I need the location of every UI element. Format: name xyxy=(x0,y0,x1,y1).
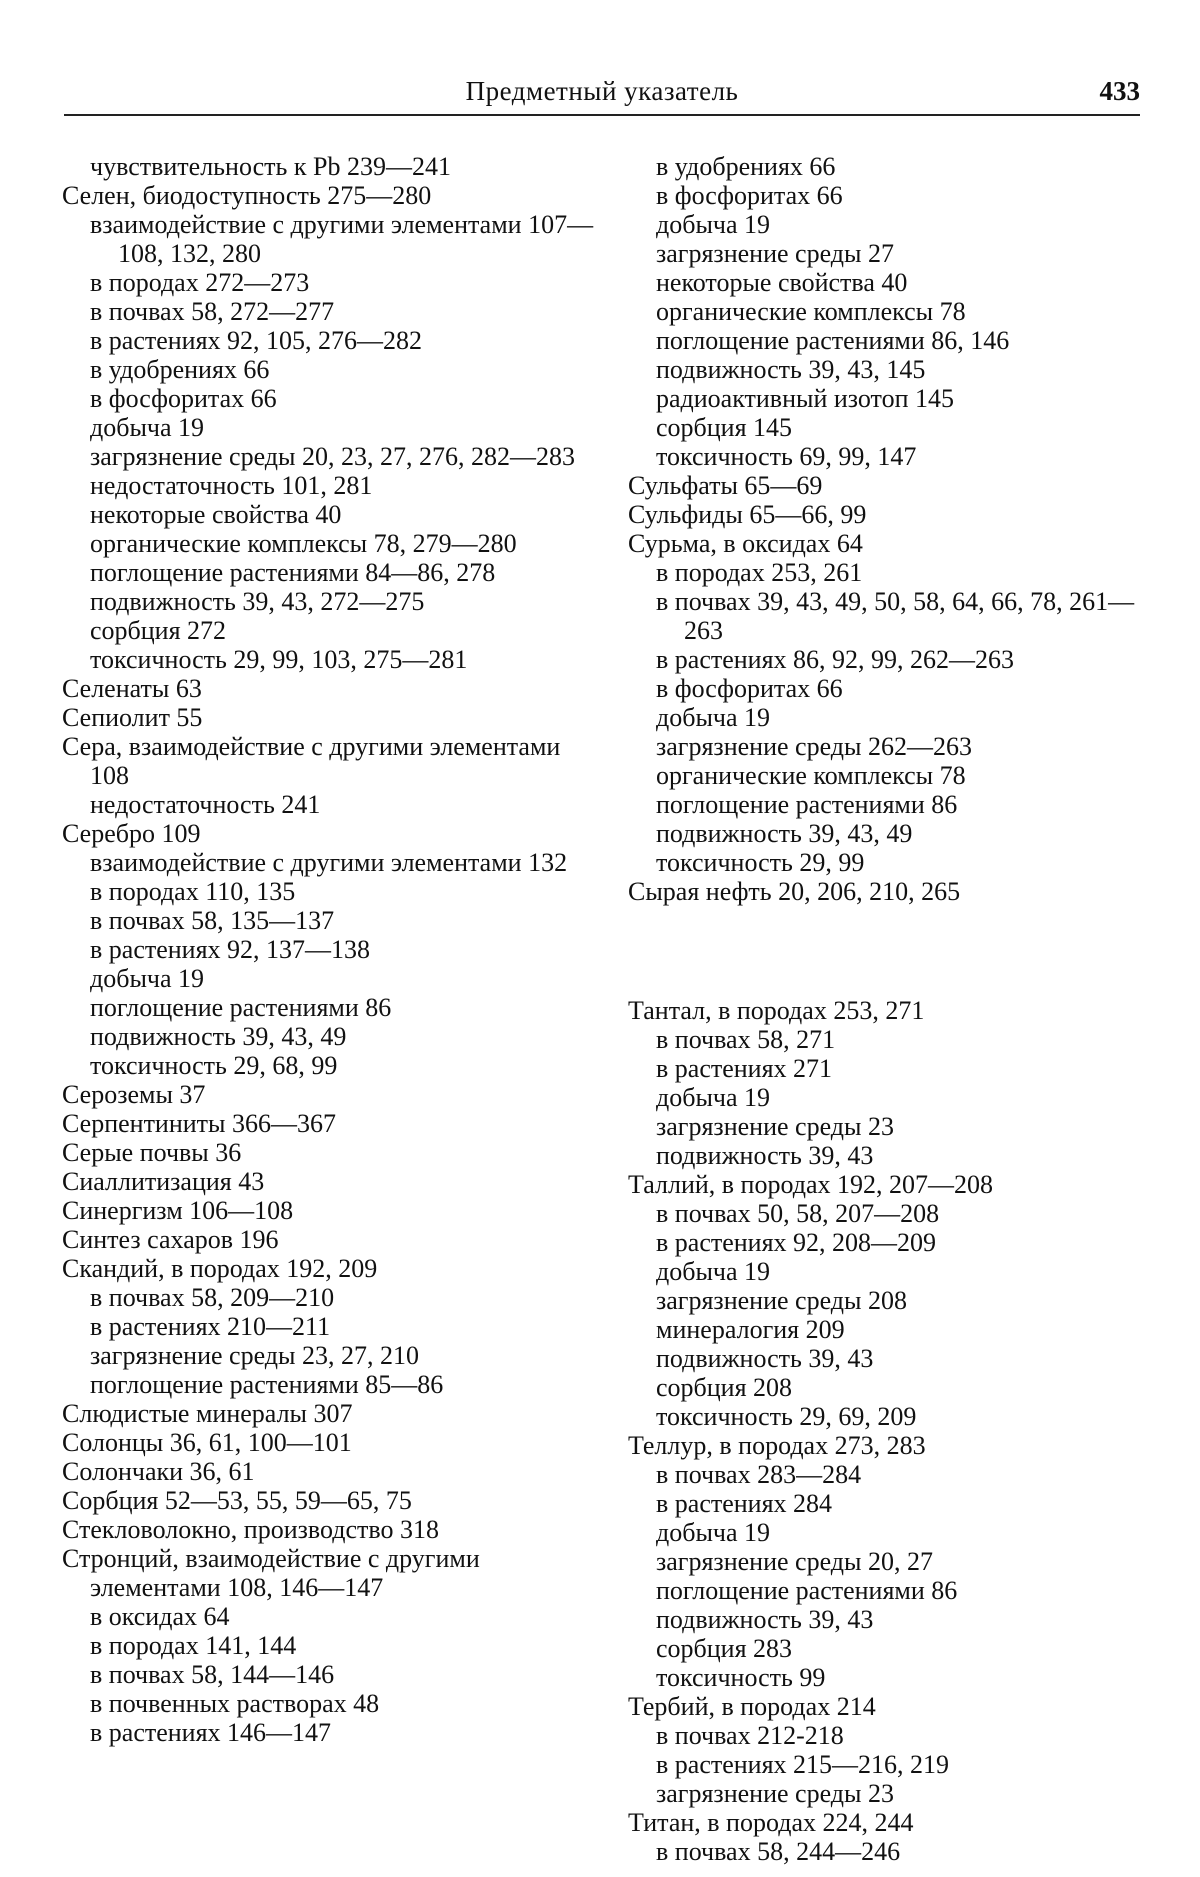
index-subentry: органические комплексы 78 xyxy=(656,761,966,790)
page-number: 433 xyxy=(1099,76,1140,106)
index-subentry: в растениях 284 xyxy=(656,1489,833,1518)
index-subentry: в растениях 146—147 xyxy=(90,1718,332,1747)
index-subentry: добыча 19 xyxy=(656,1257,771,1286)
index-subentry: в почвах 58, 271 xyxy=(656,1025,836,1054)
index-subentry: в фосфоритах 66 xyxy=(90,384,277,413)
index-subentry: добыча 19 xyxy=(90,413,205,442)
index-subentry: в фосфоритах 66 xyxy=(656,674,843,703)
index-entry: Тантал, в породах 253, 271 xyxy=(628,996,925,1025)
index-subentry: в породах 253, 261 xyxy=(656,558,863,587)
index-entry: Сырая нефть 20, 206, 210, 265 xyxy=(628,877,961,906)
index-entry: Сероземы 37 xyxy=(62,1080,206,1109)
index-subentry: добыча 19 xyxy=(656,1083,771,1112)
index-entry: Сурьма, в оксидах 64 xyxy=(628,529,863,558)
index-subentry: добыча 19 xyxy=(90,964,205,993)
index-entry: Сульфаты 65—69 xyxy=(628,471,823,500)
index-subentry: токсичность 29, 99 xyxy=(656,848,865,877)
index-subentry: минералогия 209 xyxy=(656,1315,845,1344)
index-subentry: в растениях 271 xyxy=(656,1054,833,1083)
index-subentry: загрязнение среды 20, 27 xyxy=(656,1547,933,1576)
index-subentry: чувствительность к Pb 239—241 xyxy=(90,152,451,181)
index-subentry: в почвах 50, 58, 207—208 xyxy=(656,1199,940,1228)
index-subentry: подвижность 39, 43, 49 xyxy=(656,819,913,848)
index-subentry: в растениях 86, 92, 99, 262—263 xyxy=(656,645,1015,674)
index-entry: Скандий, в породах 192, 209 xyxy=(62,1254,378,1283)
index-subentry: в почвах 58, 272—277 xyxy=(90,297,335,326)
index-subentry: добыча 19 xyxy=(656,703,771,732)
index-entry: Серые почвы 36 xyxy=(62,1138,242,1167)
index-entry: Сорбция 52—53, 55, 59—65, 75 xyxy=(62,1486,412,1515)
index-subentry: добыча 19 xyxy=(656,210,771,239)
index-subentry: сорбция 145 xyxy=(656,413,793,442)
index-entry: Стекловолокно, производство 318 xyxy=(62,1515,439,1544)
index-subentry: некоторые свойства 40 xyxy=(90,500,342,529)
index-subentry: в почвенных растворах 48 xyxy=(90,1689,380,1718)
index-subentry: поглощение растениями 86 xyxy=(656,1576,958,1605)
index-subentry: поглощение растениями 84—86, 278 xyxy=(90,558,496,587)
index-subentry: загрязнение среды 262—263 xyxy=(656,732,972,761)
index-entry: Солончаки 36, 61 xyxy=(62,1457,255,1486)
index-subentry: в почвах 212-218 xyxy=(656,1721,844,1750)
index-entry: Теллур, в породах 273, 283 xyxy=(628,1431,926,1460)
index-subentry: сорбция 272 xyxy=(90,616,227,645)
index-subentry: подвижность 39, 43 xyxy=(656,1344,874,1373)
index-entry: Сульфиды 65—66, 99 xyxy=(628,500,867,529)
index-entry: Синергизм 106—108 xyxy=(62,1196,294,1225)
page-header xyxy=(64,70,1140,116)
index-subentry: органические комплексы 78, 279—280 xyxy=(90,529,517,558)
index-subentry: токсичность 29, 99, 103, 275—281 xyxy=(90,645,468,674)
index-entry: Сиаллитизация 43 xyxy=(62,1167,265,1196)
index-entry: Селенаты 63 xyxy=(62,674,202,703)
index-subentry: в растениях 215—216, 219 xyxy=(656,1750,950,1779)
index-subentry: в растениях 92, 105, 276—282 xyxy=(90,326,423,355)
index-subentry: в фосфоритах 66 xyxy=(656,181,843,210)
index-subentry: в почвах 58, 144—146 xyxy=(90,1660,335,1689)
index-entry: Селен, биодоступность 275—280 xyxy=(62,181,432,210)
index-subentry: в удобрениях 66 xyxy=(656,152,836,181)
index-subentry: в породах 272—273 xyxy=(90,268,310,297)
index-subentry: подвижность 39, 43 xyxy=(656,1605,874,1634)
index-subentry: органические комплексы 78 xyxy=(656,297,966,326)
index-subentry: некоторые свойства 40 xyxy=(656,268,908,297)
index-column-right xyxy=(628,152,1168,1866)
index-subentry: поглощение растениями 85—86 xyxy=(90,1370,444,1399)
index-subentry: токсичность 29, 68, 99 xyxy=(90,1051,338,1080)
index-column-left xyxy=(62,152,602,1747)
index-subentry: подвижность 39, 43, 145 xyxy=(656,355,926,384)
index-entry: Слюдистые минералы 307 xyxy=(62,1399,353,1428)
index-subentry: загрязнение среды 23, 27, 210 xyxy=(90,1341,419,1370)
index-subentry: поглощение растениями 86 xyxy=(90,993,392,1022)
index-subentry: в растениях 92, 137—138 xyxy=(90,935,371,964)
index-subentry: взаимодействие с другими элементами 132 xyxy=(90,848,568,877)
index-subentry: подвижность 39, 43, 272—275 xyxy=(90,587,425,616)
index-subentry: поглощение растениями 86, 146 xyxy=(656,326,1010,355)
index-subentry: токсичность 29, 69, 209 xyxy=(656,1402,917,1431)
page-title: Предметный указатель xyxy=(465,76,739,106)
index-entry: Тербий, в породах 214 xyxy=(628,1692,876,1721)
index-entry: Серебро 109 xyxy=(62,819,201,848)
index-subentry: в оксидах 64 xyxy=(90,1602,230,1631)
index-subentry: в растениях 92, 208—209 xyxy=(656,1228,937,1257)
index-subentry: сорбция 208 xyxy=(656,1373,793,1402)
index-subentry: в породах 141, 144 xyxy=(90,1631,297,1660)
index-subentry: в удобрениях 66 xyxy=(90,355,270,384)
index-subentry: в почвах 39, 43, 49, 50, 58, 64, 66, 78, 261—263 xyxy=(656,587,1135,645)
header-rule xyxy=(64,114,1140,116)
index-subentry: добыча 19 xyxy=(656,1518,771,1547)
index-subentry: подвижность 39, 43, 49 xyxy=(90,1022,347,1051)
index-entry: Синтез сахаров 196 xyxy=(62,1225,279,1254)
index-subentry: в породах 110, 135 xyxy=(90,877,296,906)
index-subentry: в почвах 58, 135—137 xyxy=(90,906,335,935)
index-subentry: загрязнение среды 23 xyxy=(656,1112,894,1141)
index-subentry: подвижность 39, 43 xyxy=(656,1141,874,1170)
index-entry: Серпентиниты 366—367 xyxy=(62,1109,337,1138)
index-entry: Сера, взаимодействие с другими элементами 108 xyxy=(62,732,561,790)
index-subentry: радиоактивный изотоп 145 xyxy=(656,384,954,413)
index-subentry: в почвах 58, 209—210 xyxy=(90,1283,335,1312)
index-subentry: токсичность 99 xyxy=(656,1663,826,1692)
index-subentry: в почвах 58, 244—246 xyxy=(656,1837,901,1866)
index-subentry: недостаточность 241 xyxy=(90,790,321,819)
index-subentry: поглощение растениями 86 xyxy=(656,790,958,819)
index-subentry: взаимодействие с другими элементами 107—108, 132, 280 xyxy=(90,210,594,268)
index-entry: Титан, в породах 224, 244 xyxy=(628,1808,914,1837)
index-subentry: загрязнение среды 27 xyxy=(656,239,894,268)
index-subentry: в растениях 210—211 xyxy=(90,1312,331,1341)
index-entry: Солонцы 36, 61, 100—101 xyxy=(62,1428,352,1457)
index-subentry: загрязнение среды 23 xyxy=(656,1779,894,1808)
index-subentry: сорбция 283 xyxy=(656,1634,793,1663)
section-gap xyxy=(628,922,1168,980)
index-entry: Сепиолит 55 xyxy=(62,703,203,732)
index-subentry: недостаточность 101, 281 xyxy=(90,471,373,500)
index-entry: Таллий, в породах 192, 207—208 xyxy=(628,1170,993,1199)
index-subentry: в почвах 283—284 xyxy=(656,1460,862,1489)
index-subentry: токсичность 69, 99, 147 xyxy=(656,442,917,471)
index-entry: Стронций, взаимодействие с другими элементами 108, 146—147 xyxy=(62,1544,480,1602)
index-subentry: загрязнение среды 20, 23, 27, 276, 282—283 xyxy=(90,442,575,471)
index-subentry: загрязнение среды 208 xyxy=(656,1286,907,1315)
